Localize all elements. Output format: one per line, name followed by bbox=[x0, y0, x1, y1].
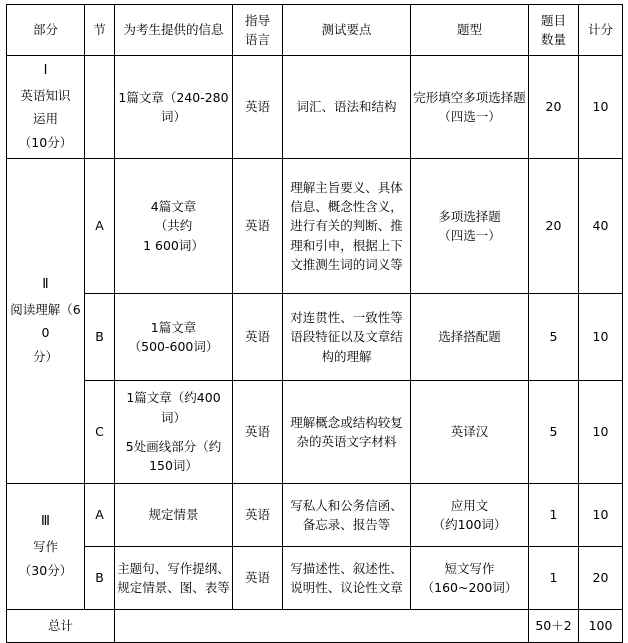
table-row bbox=[7, 380, 623, 483]
count-cell-3b: 1 bbox=[529, 546, 579, 609]
language-cell-3b: 英语 bbox=[233, 546, 283, 609]
table-row bbox=[7, 56, 623, 159]
type-3b-line1: 短文写作 bbox=[444, 560, 495, 576]
points-2a-line1: 理解主旨要义、具体 bbox=[290, 179, 403, 195]
points-2a-line4: 理和引申，根据上下 bbox=[290, 237, 403, 253]
info-cell-3b bbox=[115, 546, 233, 609]
part-3-line3: （30分） bbox=[18, 562, 73, 578]
score-cell-2a: 40 bbox=[579, 158, 623, 293]
info-2a-line3: 1 600词） bbox=[143, 237, 204, 253]
points-3b-line1: 写描述性、叙述性、 bbox=[290, 560, 403, 576]
language-cell-2a: 英语 bbox=[233, 158, 283, 293]
points-2b-line3: 构的理解 bbox=[321, 348, 372, 364]
header-points: 测试要点 bbox=[283, 5, 411, 56]
info-2b-line1: 1篇文章 bbox=[150, 319, 197, 335]
info-cell-2c bbox=[115, 380, 233, 483]
points-cell-2a bbox=[283, 158, 411, 293]
info-2a-line1: 4篇文章 bbox=[150, 198, 197, 214]
type-cell-3b bbox=[411, 546, 529, 609]
exam-structure-table bbox=[6, 4, 623, 643]
points-cell-2b bbox=[283, 293, 411, 380]
count-cell-2a: 20 bbox=[529, 158, 579, 293]
language-cell-2b: 英语 bbox=[233, 293, 283, 380]
type-1-line1: 完形填空多项选择题 bbox=[413, 89, 526, 105]
section-label-3a: A bbox=[85, 483, 115, 546]
points-2a-line5: 文推测生词的词义等 bbox=[290, 257, 403, 272]
header-language-line1: 指导 bbox=[244, 12, 270, 28]
table-header-row bbox=[7, 5, 623, 56]
header-count-line1: 题目 bbox=[540, 12, 566, 28]
type-cell-1 bbox=[411, 56, 529, 159]
points-3a-line1: 写私人和公务信函、 bbox=[290, 497, 403, 513]
info-cell-2b bbox=[115, 293, 233, 380]
header-count bbox=[529, 5, 579, 56]
language-cell-2c: 英语 bbox=[233, 380, 283, 483]
points-2c-line1: 理解概念或结构较复 bbox=[290, 414, 403, 430]
part-1-line4: （10分） bbox=[18, 135, 73, 151]
type-cell-2b bbox=[411, 293, 529, 380]
language-cell-3a: 英语 bbox=[233, 483, 283, 546]
table-row bbox=[7, 158, 623, 293]
header-type: 题型 bbox=[411, 5, 529, 56]
table-row bbox=[7, 483, 623, 546]
header-section: 节 bbox=[85, 5, 115, 56]
part-label-2 bbox=[7, 158, 85, 483]
header-part: 部分 bbox=[7, 5, 85, 56]
type-2c-line1: 英译汉 bbox=[450, 424, 489, 440]
table-row bbox=[7, 293, 623, 380]
info-3a-line1: 规定情景 bbox=[148, 507, 199, 523]
type-cell-2c bbox=[411, 380, 529, 483]
header-score: 计分 bbox=[579, 5, 623, 56]
info-2b-line2: （500-600词） bbox=[128, 338, 219, 354]
points-2a-line2: 信息、概念性含义， bbox=[290, 198, 403, 214]
total-count: 50＋2 bbox=[529, 609, 579, 642]
info-2c-line2: 词） bbox=[160, 409, 186, 425]
count-cell-3a: 1 bbox=[529, 483, 579, 546]
total-blank bbox=[115, 609, 529, 642]
part-1-line3: 运用 bbox=[32, 111, 58, 127]
section-label-2a: A bbox=[85, 158, 115, 293]
type-3a-line1: 应用文 bbox=[450, 497, 489, 513]
type-cell-3a bbox=[411, 483, 529, 546]
info-2c-line3: 5处画线部分（约 bbox=[125, 438, 222, 454]
info-cell-3a bbox=[115, 483, 233, 546]
score-cell-2c: 10 bbox=[579, 380, 623, 483]
type-2a-line2: （四选一） bbox=[438, 227, 501, 243]
table-footer-row bbox=[7, 609, 623, 642]
header-language bbox=[233, 5, 283, 56]
section-label-2c: C bbox=[85, 380, 115, 483]
part-3-line1: Ⅲ bbox=[41, 514, 50, 530]
info-2c-line4: 150词） bbox=[149, 458, 198, 474]
points-1-line1: 词汇、语法和结构 bbox=[296, 99, 397, 115]
count-cell-2b: 5 bbox=[529, 293, 579, 380]
points-cell-2c bbox=[283, 380, 411, 483]
points-2b-line1: 对连贯性、一致性等 bbox=[290, 309, 403, 325]
points-3b-line2: 说明性、议论性文章 bbox=[290, 579, 403, 595]
type-3a-line2: （约100词） bbox=[432, 516, 507, 532]
type-cell-2a bbox=[411, 158, 529, 293]
part-1-line2: 英语知识 bbox=[20, 87, 71, 103]
section-label-1 bbox=[85, 56, 115, 159]
part-label-3 bbox=[7, 483, 85, 609]
part-2-line3: 分） bbox=[32, 349, 58, 365]
points-3a-line2: 备忘录、报告等 bbox=[302, 516, 391, 532]
header-info: 为考生提供的信息 bbox=[115, 5, 233, 56]
info-1-line1: 1篇文章（240-280 bbox=[118, 89, 229, 105]
count-cell-2c: 5 bbox=[529, 380, 579, 483]
info-3b-line2: 规定情景、图、表等 bbox=[117, 579, 230, 595]
info-2c-line1: 1篇文章（约400 bbox=[126, 390, 221, 406]
total-score: 100 bbox=[579, 609, 623, 642]
part-3-line2: 写作 bbox=[32, 539, 58, 555]
section-label-3b: B bbox=[85, 546, 115, 609]
info-3b-line1: 主题句、写作提纲、 bbox=[117, 560, 230, 576]
type-3b-line2: （160~200词） bbox=[421, 579, 518, 595]
part-1-line1: Ⅰ bbox=[43, 63, 48, 78]
part-label-1 bbox=[7, 56, 85, 159]
part-2-line2: 阅读理解（60 bbox=[10, 301, 81, 341]
score-cell-1: 10 bbox=[579, 56, 623, 159]
part-2-line1: Ⅱ bbox=[42, 276, 49, 292]
score-cell-3b: 20 bbox=[579, 546, 623, 609]
header-count-line2: 数量 bbox=[540, 32, 566, 47]
info-cell-1 bbox=[115, 56, 233, 159]
total-label: 总计 bbox=[7, 609, 115, 642]
header-language-line2: 语言 bbox=[244, 32, 270, 47]
table-row bbox=[7, 546, 623, 609]
points-cell-1 bbox=[283, 56, 411, 159]
points-cell-3a bbox=[283, 483, 411, 546]
language-cell-1: 英语 bbox=[233, 56, 283, 159]
points-cell-3b bbox=[283, 546, 411, 609]
type-2b-line1: 选择搭配题 bbox=[438, 329, 501, 345]
info-1-line2: 词） bbox=[160, 108, 186, 124]
points-2c-line2: 杂的英语文字材料 bbox=[296, 433, 397, 449]
info-2c-spacer bbox=[117, 427, 230, 437]
score-cell-3a: 10 bbox=[579, 483, 623, 546]
points-2b-line2: 语段特征以及文章结 bbox=[290, 329, 403, 345]
score-cell-2b: 10 bbox=[579, 293, 623, 380]
info-cell-2a bbox=[115, 158, 233, 293]
info-2a-line2: （共约 bbox=[154, 218, 193, 234]
points-2a-line3: 进行有关的判断、推 bbox=[290, 218, 403, 234]
section-label-2b: B bbox=[85, 293, 115, 380]
type-2a-line1: 多项选择题 bbox=[438, 208, 501, 224]
type-1-line2: （四选一） bbox=[438, 108, 501, 124]
count-cell-1: 20 bbox=[529, 56, 579, 159]
